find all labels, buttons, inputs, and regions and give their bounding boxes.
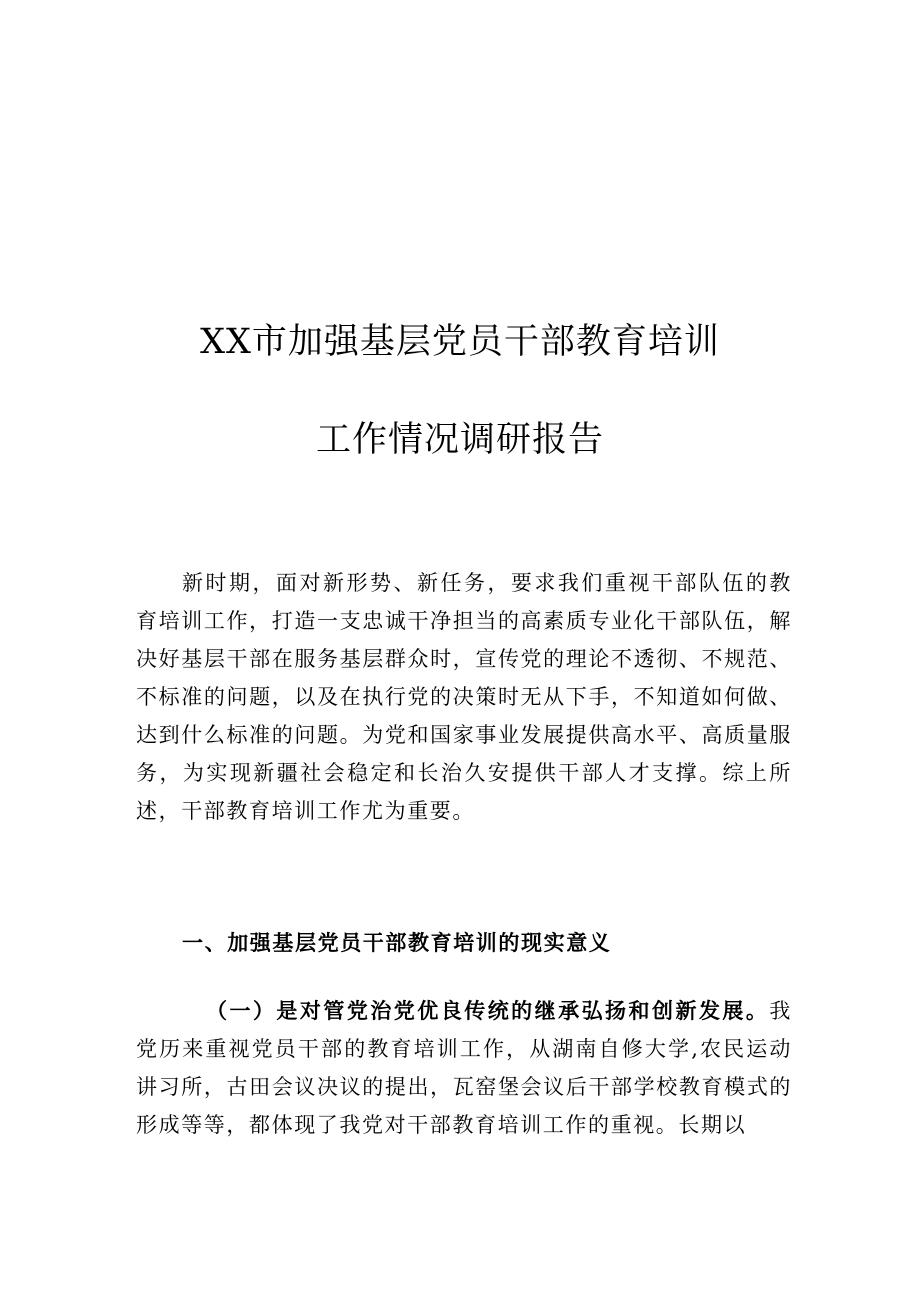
subsection-body-1: 我党历来重视党员干部的教育培训工作，从湖南自修大学,农民运动讲习所，古田会议决议的提出，瓦窑堡会议后干部学校教育模式的形成等等，都体现了我党对干部教育培训工作的重视。长期以 [136, 999, 792, 1137]
section-heading-1: 一、加强基层党员干部教育培训的现实意义 [182, 930, 612, 955]
subsection-paragraph-1 [136, 992, 792, 1144]
subsection-heading-1: （一）是对管党治党优良传统的继承弘扬和创新发展。 [206, 998, 770, 1023]
document-title-line-2: 工作情况调研报告 [315, 420, 604, 460]
document-title-line-1: XX市加强基层党员干部教育培训 [200, 322, 720, 362]
intro-paragraph: 新时期，面对新形势、新任务，要求我们重视干部队伍的教育培训工作，打造一支忠诚干净担当的高素质专业化干部队伍，解决好基层干部在服务基层群众时，宣传党的理论不透彻、不规范、不标准的问题，以及在执行党的决策时无从下手，不知道如何做、达到什么标准的问题。为党和国家事业发展提供高水平、高质量服务，为实现新疆社会稳定和长治久安提供干部人才支撑。综上所述，干部教育培训工作尤为重要。 [136, 571, 792, 823]
